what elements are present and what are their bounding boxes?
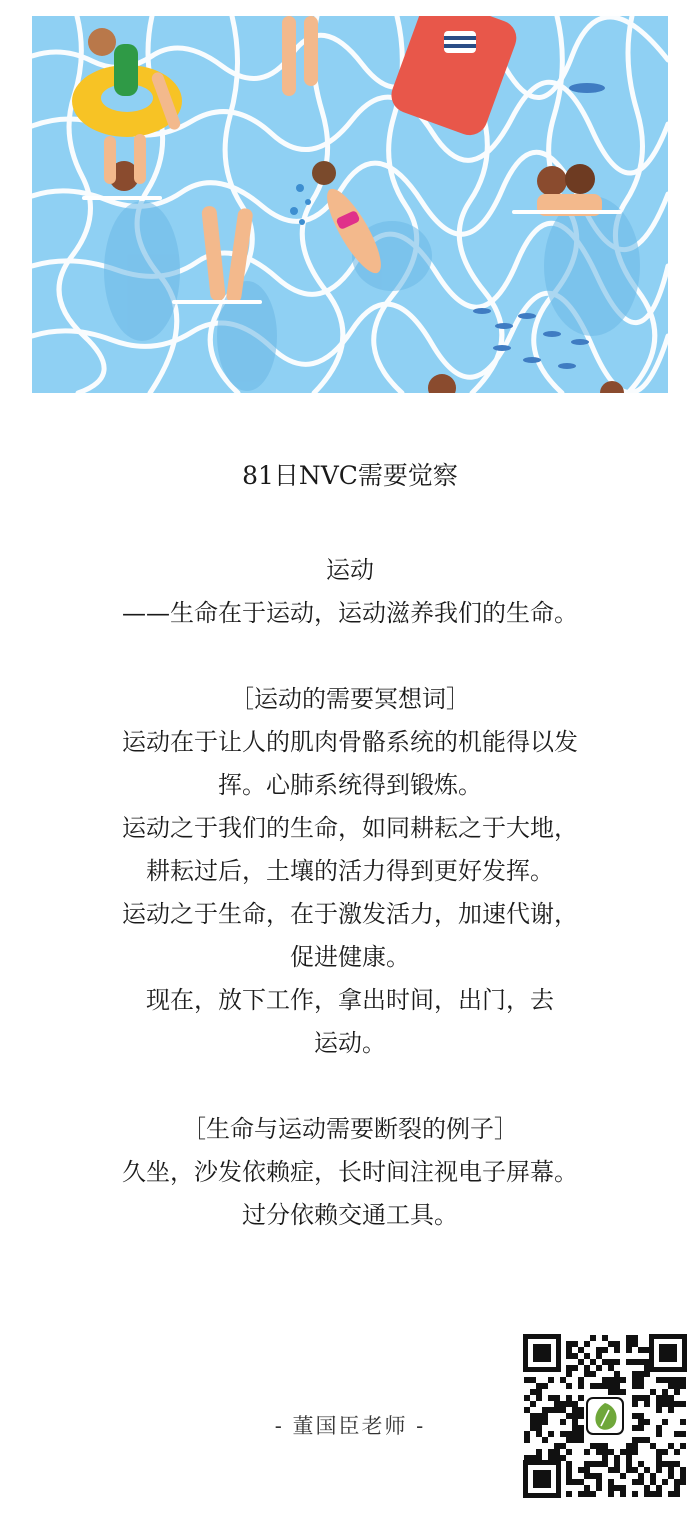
section1-line: 运动。	[314, 1029, 386, 1057]
section2-line: 久坐，沙发依赖症，长时间注视电子屏幕。	[122, 1158, 578, 1186]
topic-heading: 运动	[326, 556, 374, 584]
section2-heading: ［生命与运动需要断裂的例子］	[182, 1115, 518, 1143]
article-body	[0, 455, 700, 1237]
spacer	[0, 635, 700, 678]
article-title: 81日NVC需要觉察	[242, 461, 458, 490]
spacer	[0, 1065, 700, 1108]
section1-line: 挥。心肺系统得到锻炼。	[218, 771, 482, 799]
section1-line: 运动在于让人的肌肉骨骼系统的机能得以发	[122, 728, 578, 756]
tagline: ——生命在于运动，运动滋养我们的生命。	[122, 599, 578, 627]
author-signature: - 董国臣老师 -	[274, 1414, 426, 1438]
section1-heading: ［运动的需要冥想词］	[230, 685, 470, 713]
qr-code-icon[interactable]	[521, 1332, 689, 1500]
hero-illustration	[32, 16, 668, 393]
section1-line: 运动之于生命，在于激发活力，加速代谢，	[122, 900, 578, 928]
section2-line: 过分依赖交通工具。	[242, 1201, 458, 1229]
pool-swimmers-illustration-icon	[32, 16, 668, 393]
qr-code[interactable]	[521, 1332, 689, 1500]
section1-line: 耕耘过后，土壤的活力得到更好发挥。	[146, 857, 554, 885]
section1-line: 现在，放下工作，拿出时间，出门，去	[146, 986, 554, 1014]
section1-line: 运动之于我们的生命，如同耕耘之于大地，	[122, 814, 578, 842]
spacer	[0, 497, 700, 549]
section1-line: 促进健康。	[290, 943, 410, 971]
